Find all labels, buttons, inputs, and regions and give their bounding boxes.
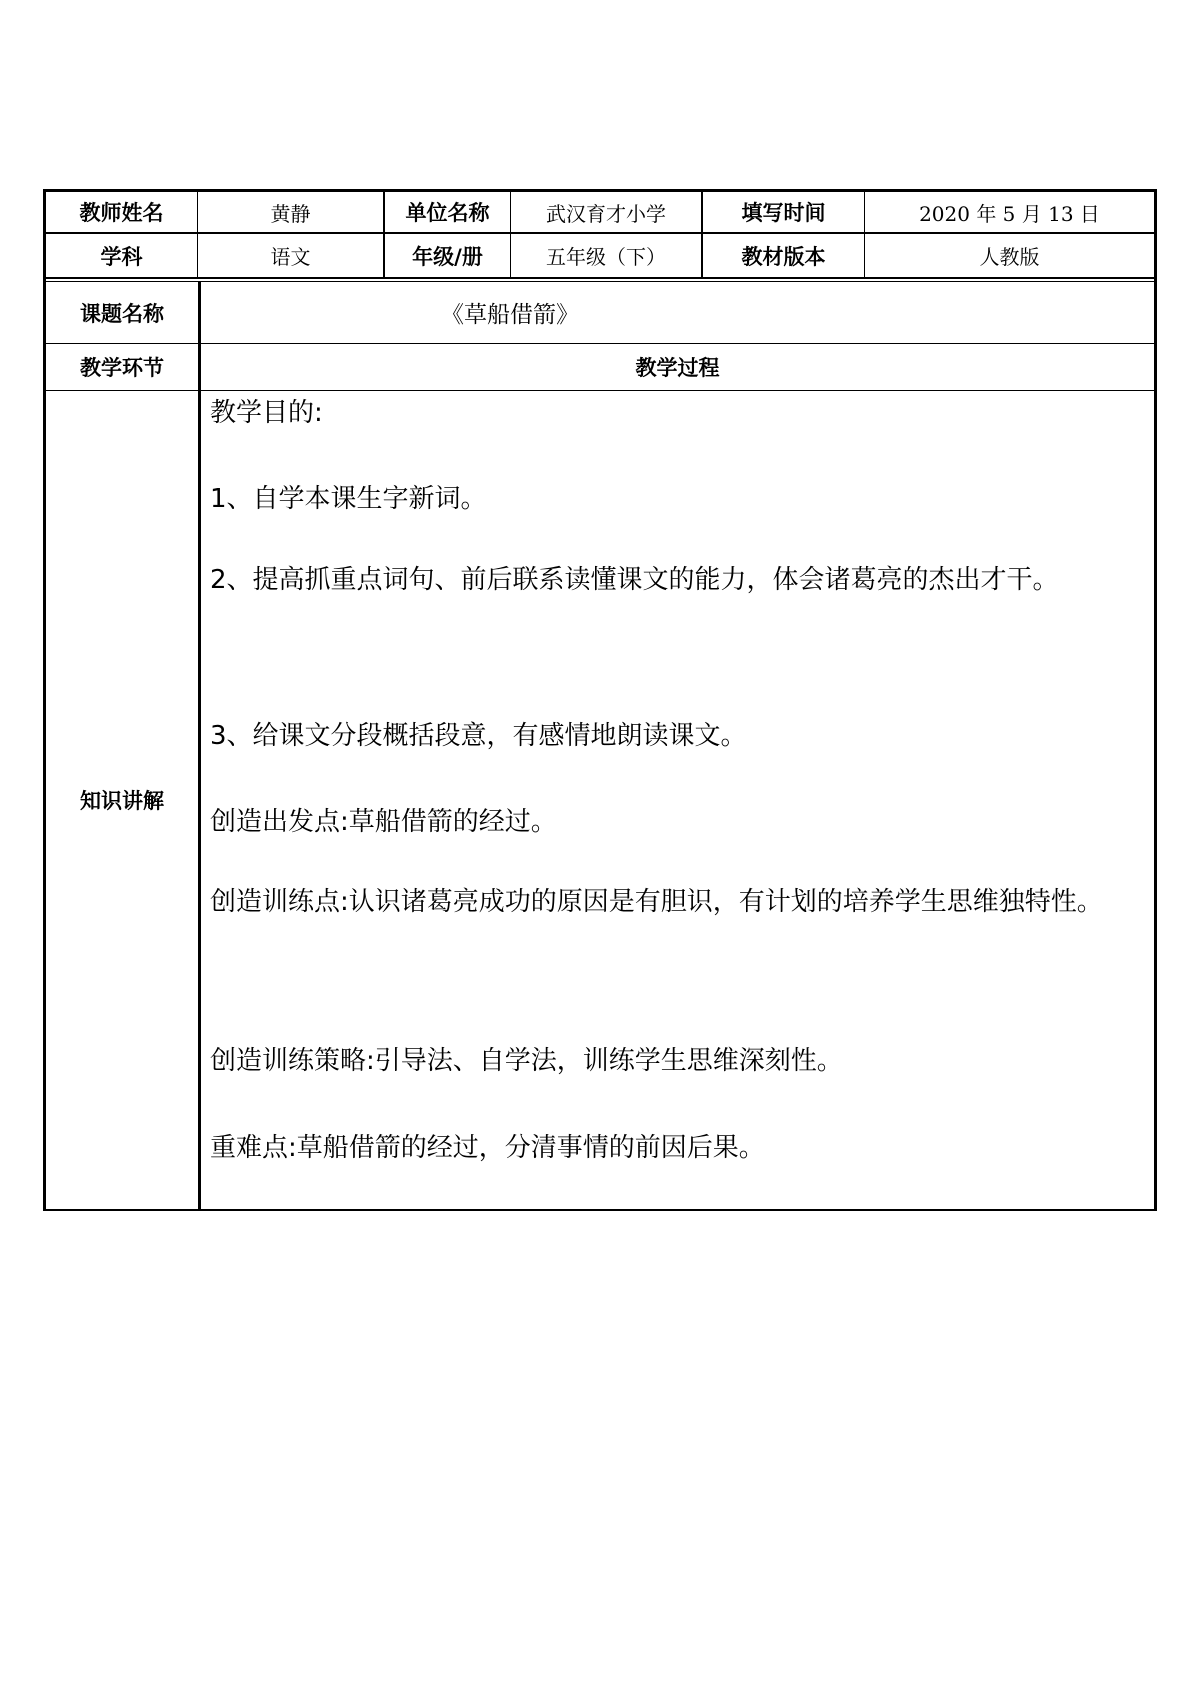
grade-label: 年级/册 xyxy=(412,244,483,269)
grade-value: 五年级（下） xyxy=(546,245,666,269)
lesson-title-value: 《草船借箭》 xyxy=(441,302,579,328)
starting-point: 创造出发点:草船借箭的经过。 xyxy=(210,807,557,837)
subject-value: 语文 xyxy=(270,245,311,269)
unit-value: 武汉育才小学 xyxy=(546,201,666,226)
teaching-stage-label: 教学环节 xyxy=(80,356,164,380)
training-strategy: 创造训练策略:引导法、自学法，训练学生思维深刻性。 xyxy=(210,1046,843,1076)
date-value: 2020 年 5 月 13 日 xyxy=(919,201,1100,226)
edition-value: 人教版 xyxy=(979,245,1040,269)
objective-2: 2、提高抓重点词句、前后联系读懂课文的能力，体会诸葛亮的杰出才干。 xyxy=(210,565,1059,595)
objective-3: 3、给课文分段概括段意，有感情地朗读课文。 xyxy=(210,721,747,751)
objectives-heading: 教学目的: xyxy=(210,398,323,428)
teacher-name-value: 黄静 xyxy=(270,201,311,226)
teacher-name-label: 教师姓名 xyxy=(79,201,164,225)
edition-label: 教材版本 xyxy=(741,244,826,269)
key-difficulty: 重难点:草船借箭的经过，分清事情的前因后果。 xyxy=(210,1133,765,1163)
date-label: 填写时间 xyxy=(741,201,826,225)
objective-1: 1、自学本课生字新词。 xyxy=(210,484,487,514)
table-column-divider xyxy=(198,281,201,1211)
lesson-title-label: 课题名称 xyxy=(80,301,164,326)
table-row-divider xyxy=(43,281,1157,282)
training-point: 创造训练点:认识诸葛亮成功的原因是有胆识，有计划的培养学生思维独特性。 xyxy=(210,887,1103,917)
teaching-process-label: 教学过程 xyxy=(635,356,720,380)
subject-label: 学科 xyxy=(100,244,143,269)
unit-label: 单位名称 xyxy=(405,201,490,225)
knowledge-explanation-label: 知识讲解 xyxy=(80,789,164,813)
table-row-divider xyxy=(43,277,1157,279)
table-border-right xyxy=(1154,189,1157,1211)
table-border-bottom xyxy=(43,1209,1157,1211)
